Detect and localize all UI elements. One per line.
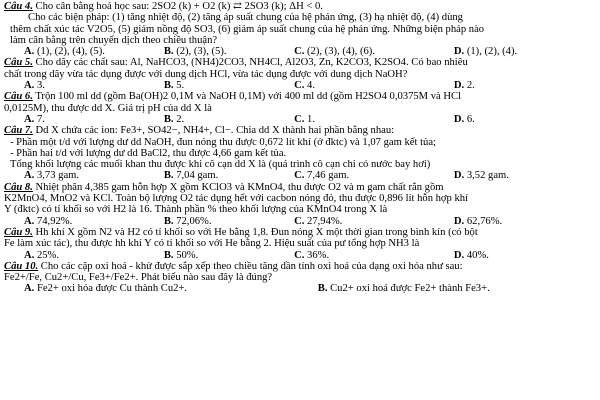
option-b: B. 5. (163, 80, 185, 92)
question-stem-line: làm cân bằng trên chuyển dịch theo chiều thuận? (10, 34, 218, 46)
question-9 (4, 227, 596, 261)
question-stem-line: chất trong dãy vừa tác dụng được với dung dịch HCl, vừa tác dụng được với dung dịch NaOH? (4, 68, 408, 80)
question-stem-line: - Phần một t/d với lượng dư dd NaOH, đun nóng thu được 0,672 lít khí (ở đktc) và 1,07 gam kết tủa; (10, 136, 436, 148)
option-d: D. 40%. (453, 249, 489, 261)
answer-options (4, 80, 596, 91)
question-stem-line (4, 182, 596, 193)
option-a: A. 25%. (24, 249, 60, 261)
question-7 (4, 125, 596, 181)
question-text: Hh khí X gồm N2 và H2 có tỉ khối so với He bằng 1,8. Đun nóng X một thời gian trong bình kín (có bột (32, 226, 478, 238)
question-stem-line (4, 125, 596, 136)
question-stem-line: Tổng khối lượng các muối khan thu được khi cô cạn dd X là (quá trình cô cạn chỉ có nước bay hơi) (10, 159, 431, 171)
option-b: B. Cu2+ oxi hoá được Fe2+ thành Fe3+. (317, 283, 490, 295)
answer-options (4, 250, 596, 261)
answer-options (4, 46, 596, 57)
question-5 (4, 57, 596, 91)
answer-options (4, 283, 596, 294)
answer-options (4, 216, 596, 227)
option-a: A. 3. (24, 80, 45, 92)
question-stem-line (4, 1, 596, 12)
question-stem-line: Fe làm xúc tác), thu được hh khí Y có tỉ khối so với He bằng 2. Hiệu suất của pư tổng hợp NH3 là (4, 238, 420, 250)
option-a: A. Fe2+ oxi hóa được Cu thành Cu2+. (24, 283, 188, 295)
option-b: B. 50%. (163, 249, 199, 261)
question-text: Cho cân bằng hoá học sau: 2SO2 (k) + O2 (k) ⇄ 2SO3 (k); ΔH < 0. (32, 1, 323, 12)
question-label: Câu 9. (4, 226, 33, 238)
option-d: D. 3,52 gam. (453, 170, 509, 182)
option-d: D. 2. (453, 80, 475, 92)
option-a: A. 74,92%. (24, 215, 73, 227)
question-text: Dd X chứa các ion: Fe3+, SO42−, NH4+, Cl−. Chia dd X thành hai phần bằng nhau: (32, 125, 395, 137)
answer-options (4, 114, 596, 125)
question-text: Nhiệt phân 4,385 gam hỗn hợp X gồm KClO3 và KMnO4, thu được O2 và m gam chất rắn gồm (32, 181, 444, 193)
option-b: B. 2. (163, 113, 185, 125)
option-c: C. 36%. (294, 249, 330, 261)
option-c: C. 4. (294, 80, 315, 92)
question-stem-line: Y (đktc) có tỉ khối so với H2 là 16. Thành phần % theo khối lượng của KMnO4 trong X là (4, 204, 388, 216)
question-stem-line: Fe2+/Fe, Cu2+/Cu, Fe3+/Fe2+. Phát biểu nào sau đây là đúng? (4, 272, 273, 284)
question-stem-line (4, 227, 596, 238)
question-stem-line (4, 57, 596, 68)
question-stem-line (4, 91, 596, 102)
option-c: C. (2), (3), (4), (6). (294, 46, 375, 58)
question-label: Câu 4. (4, 1, 33, 12)
question-stem-line: Cho các biện pháp: (1) tăng nhiệt độ, (2) tăng áp suất chung của hệ phản ứng, (3) hạ nhiệt độ, (4) dùng (28, 12, 463, 24)
question-stem-line: K2MnO4, MnO2 và KCl. Toàn bộ lượng O2 tác dụng hết với cacbon nóng đỏ, thu được 0,896 lít hỗn hợp khí (4, 193, 469, 205)
question-label: Câu 7. (4, 125, 33, 137)
question-text: Trộn 100 ml dd (gồm Ba(OH)2 0,1M và NaOH 0,1M) với 400 ml dd (gồm H2SO4 0,0375M và HCl (32, 91, 462, 103)
option-c: C. 7,46 gam. (294, 170, 350, 182)
option-b: B. 72,06%. (163, 215, 212, 227)
question-6 (4, 91, 596, 125)
option-d: D. (1), (2), (4). (453, 46, 518, 58)
question-4 (4, 1, 596, 57)
question-stem-line: thêm chất xúc tác V2O5, (5) giảm nồng độ SO3, (6) giảm áp suất chung của hệ phản ứng. Những biện pháp nào (10, 23, 485, 35)
option-c: C. 27,94%. (294, 215, 343, 227)
option-d: D. 62,76%. (453, 215, 503, 227)
question-text: Cho các cặp oxi hoá - khử được sắp xếp theo chiều tăng dần tính oxi hoá của dạng oxi hóa như sau: (38, 260, 463, 272)
question-label: Câu 10. (4, 260, 39, 272)
option-a: A. 3,73 gam. (24, 170, 80, 182)
option-c: C. 1. (294, 113, 315, 125)
option-a: A. 7. (24, 113, 45, 125)
option-b: B. 7,04 gam. (163, 170, 219, 182)
question-label: Câu 5. (4, 57, 33, 69)
question-stem-line: - Phần hai t/d với lượng dư dd BaCl2, thu được 4,66 gam kết tủa. (10, 147, 287, 159)
option-b: B. (2), (3), (5). (163, 46, 227, 58)
answer-options (4, 170, 596, 181)
question-label: Câu 6. (4, 91, 33, 103)
option-a: A. (1), (2), (4), (5). (24, 46, 105, 58)
option-d: D. 6. (453, 113, 475, 125)
question-text: Cho dãy các chất sau: Al, NaHCO3, (NH4)2CO3, NH4Cl, Al2O3, Zn, K2CO3, K2SO4. Có bao nhiêu (32, 57, 468, 69)
question-stem-line: 0,0125M), thu được dd X. Giá trị pH của dd X là (4, 102, 212, 114)
question-label: Câu 8. (4, 181, 33, 193)
question-10 (4, 261, 596, 295)
question-8 (4, 182, 596, 227)
question-stem-line (4, 261, 596, 272)
